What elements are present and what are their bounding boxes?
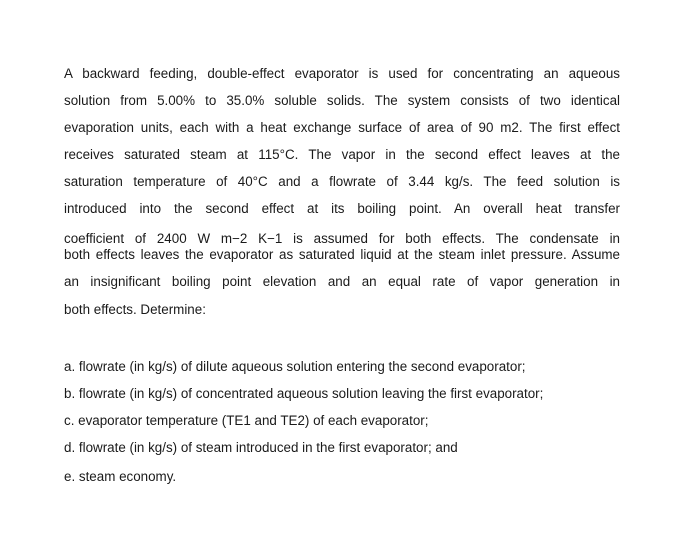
paragraph-line: solution from 5.00% to 35.0% soluble solids. The system consists of two identical <box>64 93 620 108</box>
paragraph-line: both effects leaves the evaporator as saturated liquid at the steam inlet pressure. Assume <box>64 247 620 262</box>
question-item: a. flowrate (in kg/s) of dilute aqueous solution entering the second evaporator; <box>64 359 526 374</box>
problem-document <box>64 0 620 533</box>
question-item: c. evaporator temperature (TE1 and TE2) of each evaporator; <box>64 413 429 428</box>
paragraph-line: receives saturated steam at 115°C. The vapor in the second effect leaves at the <box>64 147 620 162</box>
paragraph-line: both effects. Determine: <box>64 302 206 317</box>
paragraph-line: A backward feeding, double-effect evaporator is used for concentrating an aqueous <box>64 66 620 81</box>
question-item: b. flowrate (in kg/s) of concentrated aqueous solution leaving the first evaporator; <box>64 386 544 401</box>
question-item: e. steam economy. <box>64 469 177 484</box>
paragraph-line: saturation temperature of 40°C and a flowrate of 3.44 kg/s. The feed solution is <box>64 174 620 189</box>
paragraph-line: introduced into the second effect at its boiling point. An overall heat transfer <box>64 201 620 216</box>
paragraph-line: evaporation units, each with a heat exchange surface of area of 90 m2. The first effect <box>64 120 620 135</box>
question-item: d. flowrate (in kg/s) of steam introduced in the first evaporator; and <box>64 440 458 455</box>
paragraph-line: an insignificant boiling point elevation and an equal rate of vapor generation in <box>64 274 620 289</box>
paragraph-line: coefficient of 2400 W m−2 K−1 is assumed for both effects. The condensate in <box>64 231 620 246</box>
